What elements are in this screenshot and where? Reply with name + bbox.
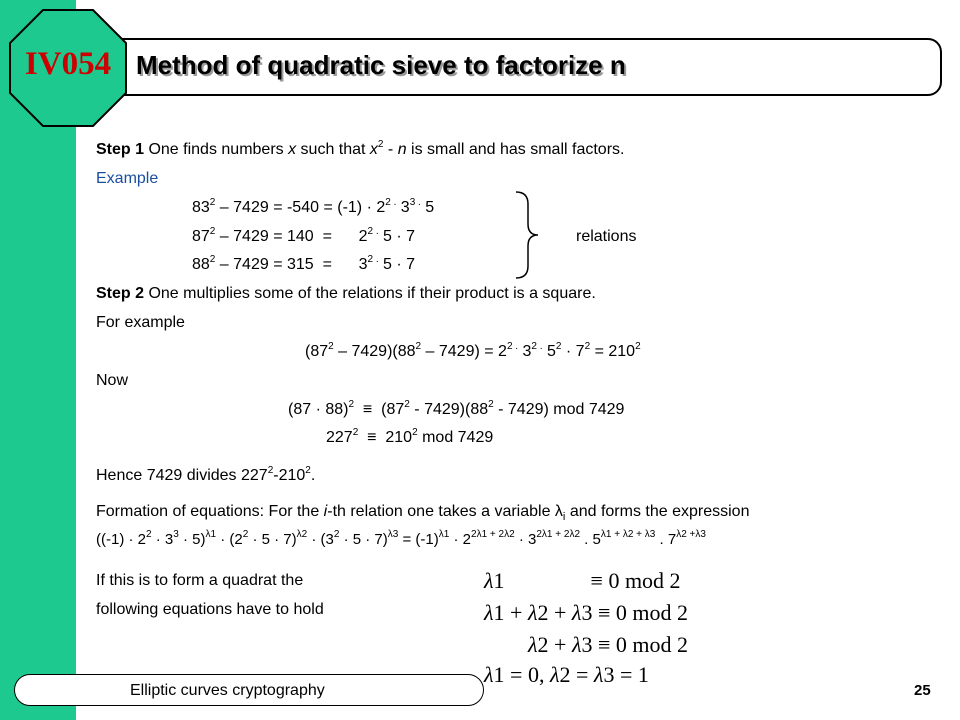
hence-line: Hence 7429 divides $227^2-210^2$. <box>96 465 316 484</box>
equation-4: λ1 = 0, λ2 = λ3 = 1 <box>484 662 649 687</box>
for-example-label: For example <box>96 314 185 331</box>
footer-title: Elliptic curves cryptography <box>130 682 325 699</box>
now-label: Now <box>96 372 129 389</box>
product-expression: $((-1) \cdot 2^2 \cdot 3^3 \cdot 5)^{\lambda 1} \cdot (2^2 \cdot 5 \cdot 7)^{\lambda 2} \cdot (3^2 \cdot 5 \cdot 7)^{\lambda 3} = (-1)^{\lambda 1} \cdot 2^{2\lambda 1 + 2\lambda 2} \cdot 3^{2\lambda 1 + 2\lambda 2}$ . $5^{\lambda 1 + \lambda 2 + \lambda 3}$ . $7^{\lambda 2 +\lambda 3}$ <box>96 529 706 548</box>
relation-83: $83^2 - 7429 = -540 = (-1) \cdot 2^{2 .}$ $3^{3 .}$ 5 <box>192 197 435 216</box>
equation-3: λ2 + λ3 ≡ 0 mod 2 <box>528 632 689 657</box>
right-brace-icon <box>512 190 542 280</box>
equation-2: λ1 + λ2 + λ3 ≡ 0 mod 2 <box>484 600 688 625</box>
page-number: 25 <box>914 682 931 699</box>
step2-label: Step 2 <box>96 285 145 302</box>
slide-title: Method of quadratic sieve to factorize n <box>136 50 626 80</box>
step1-line: Step 1 One finds numbers x such that $x^2$ - n is small and has small factors. <box>96 139 625 158</box>
relation-87: $87^2 - 7429 = 140$ = $2^{2 .}$ 5 · 7 <box>192 226 416 245</box>
relations-label: relations <box>576 228 637 245</box>
example-label: Example <box>96 170 159 187</box>
congruence-2: $227^2 \equiv 210^2$ mod 7429 <box>326 427 494 446</box>
relation-88: $88^2 - 7429 = 315$ = $3^{2 .}$ 5 · 7 <box>192 254 416 273</box>
course-badge: IV054 <box>24 46 112 82</box>
step2-line: Step 2 One multiplies some of the relations if their product is a square. <box>96 285 596 302</box>
square-product-equation: $(87^2 - 7429)(88^2 - 7429) = 2^{2 .}$ $3^{2 .}$ $5^2 \cdot 7^2 = 210^2$ <box>305 341 641 360</box>
congruence-1: $(87 \cdot 88)^2 \equiv (87^2 - 7429)(88^2 - 7429)$ mod 7429 <box>288 399 625 418</box>
step1-label: Step 1 <box>96 141 145 158</box>
quadrat-line-2: following equations have to hold <box>96 601 324 618</box>
quadrat-line-1: If this is to form a quadrat the <box>96 572 304 589</box>
formation-line: Formation of equations: For the i-th relation one takes a variable $\lambda_i$ and forms the expression <box>96 503 750 524</box>
equation-1: λ1 ≡ 0 mod 2 <box>484 568 681 593</box>
